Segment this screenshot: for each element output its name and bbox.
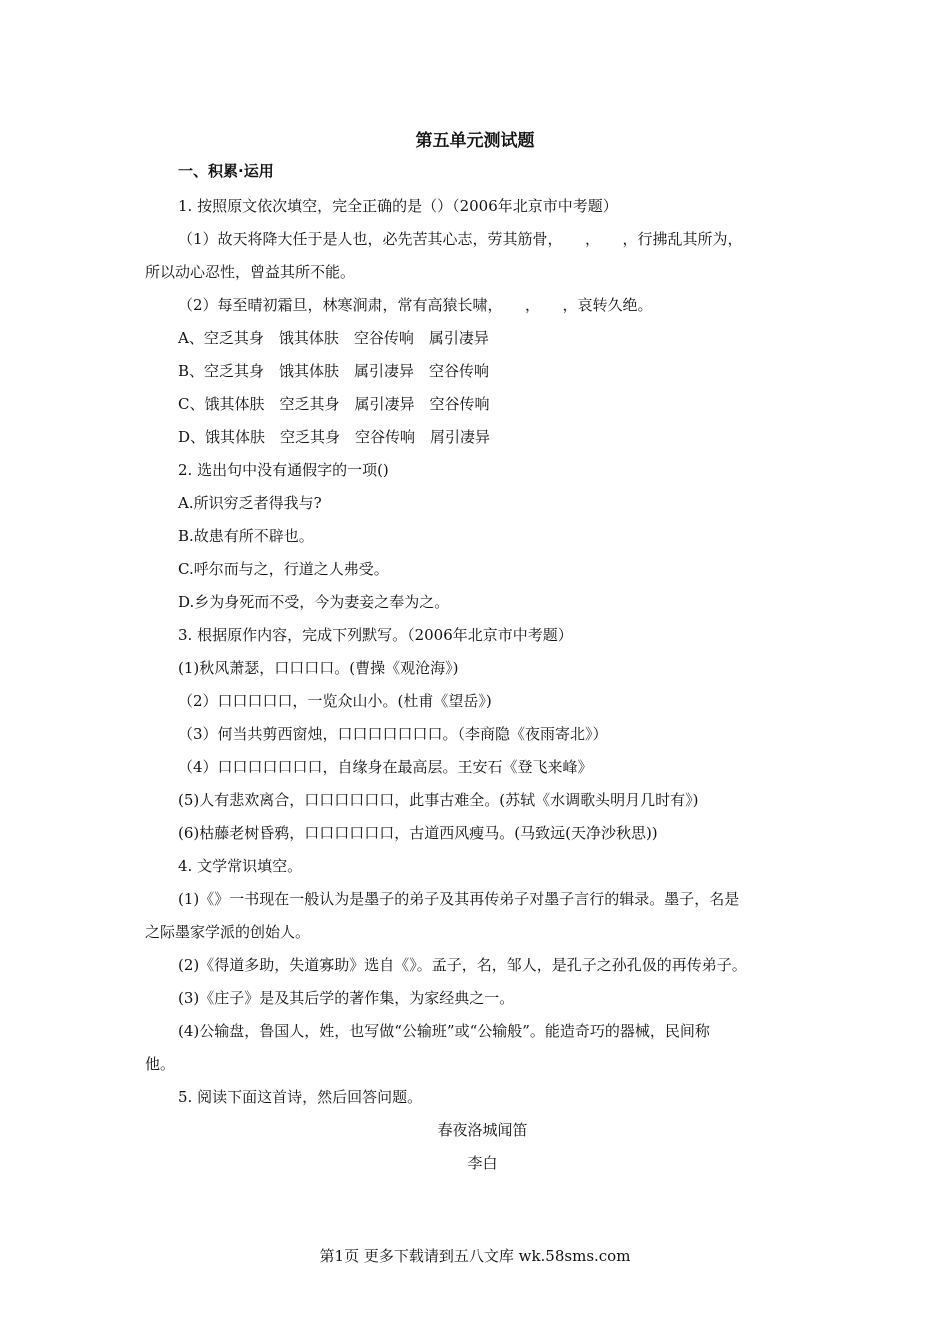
- question-3-item-3: （3）何当共剪西窗烛，口口口口口口口。（李商隐《夜雨寄北》）: [178, 725, 608, 743]
- question-1-option-b: B、空乏其身 饿其体肤 属引凄异 空谷传响: [178, 362, 490, 380]
- poem-author: 李白: [467, 1154, 498, 1172]
- question-4-item-3: (3)《庄子》是及其后学的著作集，为家经典之一。: [178, 989, 515, 1007]
- question-1-option-c: C、饿其体肤 空乏其身 属引凄异 空谷传响: [178, 395, 490, 413]
- question-3-item-4: （4）口口口口口口口，自缘身在最高层。王安石《登飞来峰》: [178, 758, 593, 776]
- question-4-item-1: (1)《》一书现在一般认为是墨子的弟子及其再传弟子对墨子言行的辑录。墨子，名是: [178, 890, 740, 908]
- question-4-item-4: (4)公输盘，鲁国人，姓，也写做“公输班”或“公输般”。能造奇巧的器械，民间称: [178, 1022, 710, 1040]
- question-1-option-d: D、饿其体肤 空乏其身 空谷传响 屑引凄异: [178, 428, 491, 446]
- question-1-item-2: （2）每至晴初霜旦，林寒涧肃，常有高猿长啸， ， ，哀转久绝。: [178, 296, 653, 314]
- question-2-option-b: B.故患有所不辟也。: [178, 527, 314, 545]
- question-2-option-c: C.呼尔而与之，行道之人弗受。: [178, 560, 389, 578]
- question-2-stem: 2. 选出句中没有通假字的一项(): [178, 461, 389, 479]
- poem-title: 春夜洛城闻笛: [437, 1121, 528, 1139]
- question-5-stem: 5. 阅读下面这首诗，然后回答问题。: [178, 1088, 423, 1106]
- question-3-stem: 3. 根据原作内容，完成下列默写。（2006年北京市中考题）: [178, 626, 573, 644]
- document-body: [145, 190, 820, 1180]
- question-3-item-5: (5)人有悲欢离合，口口口口口口，此事古难全。(苏轼《水调歌头明月几时有》): [178, 791, 699, 809]
- question-3-item-2: （2）口口口口口，一览众山小。(杜甫《望岳》): [178, 692, 492, 710]
- question-3-item-6: (6)枯藤老树昏鸦，口口口口口口，古道西风瘦马。(马致远(天净沙秋思)): [178, 824, 658, 842]
- page-title: 第五单元测试题: [415, 131, 535, 151]
- question-2-option-d: D.乡为身死而不受，今为妻妾之奉为之。: [178, 593, 450, 611]
- question-4-stem: 4. 文学常识填空。: [178, 857, 303, 875]
- question-1-item-1: （1）故天将降大任于是人也，必先苦其心志，劳其筋骨， ， ，行拂乱其所为，: [178, 230, 743, 248]
- section-heading: 一、积累·运用: [178, 162, 274, 180]
- question-1-item-1-cont: 所以动心忍性，曾益其所不能。: [145, 263, 356, 281]
- question-2-option-a: A.所识穷乏者得我与?: [178, 494, 322, 512]
- question-4-item-1-cont: 之际墨家学派的创始人。: [145, 923, 311, 941]
- question-3-item-1: (1)秋风萧瑟，口口口口。(曹操《观沧海》): [178, 659, 459, 677]
- question-1-stem: 1. 按照原文依次填空，完全正确的是（）（2006年北京市中考题）: [178, 197, 618, 215]
- question-1-option-a: A、空乏其身 饿其体肤 空谷传响 属引凄异: [178, 329, 489, 347]
- page-footer: 第1页 更多下载请到五八文库 wk.58sms.com: [319, 1247, 631, 1265]
- question-4-item-4-cont: 他。: [145, 1055, 176, 1073]
- question-4-item-2: (2)《得道多助，失道寡助》选自《》。孟子，名，邹人，是孔子之孙孔伋的再传弟子。: [178, 956, 747, 974]
